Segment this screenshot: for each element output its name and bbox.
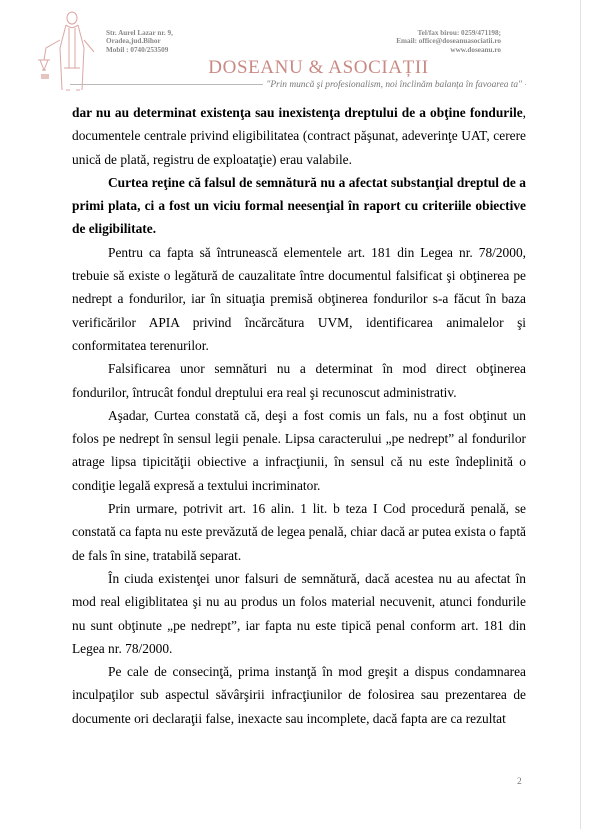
city-line: Oradea,jud.Bihor	[106, 37, 161, 46]
paragraph	[72, 241, 526, 357]
letterhead	[0, 0, 597, 100]
bold-lead: Curtea reţine că falsul de semnătură nu a afectat substanţial dreptul de a primi plata, ci a fost un viciu formal neesenţial în raport cu criteriile obiective de eligibilitate.	[72, 174, 526, 237]
paragraph	[72, 567, 526, 660]
phone-line: Tel/fax birou: 0259/471198;	[417, 29, 501, 37]
paragraph-text: Pe cale de consecinţă, prima instanţă în mod greşit a dispus condamnarea inculpaţilor sub aspectul săvârşirii infracţiunilor de folosirea sau prezentarea de documente ori declaraţii false, inexacte sau incomplete, dacă fapta are ca rezultat	[72, 664, 526, 726]
paragraph-text: Aşadar, Curtea constată că, deşi a fost comis un fals, nu a fost obţinut un folos pe nedrept în sensul legii penale. Lipsa caracterului „pe nedrept” al fondurilor atrage lipsa tipicităţii obiective a infracţiunii, în sensul că nu este îndeplinită o condiţie legală expresă a textului incriminator.	[72, 407, 526, 493]
paragraph-text: , documentele centrale privind eligibilitatea (contract păşunat, adeverinţe UAT, cerere unică de plată, registru de exploataţie) erau valabile.	[72, 105, 526, 167]
website-line: www.doseanu.ro	[450, 45, 501, 54]
paragraph-text: Pentru ca fapta să întrunească elementele art. 181 din Legea nr. 78/2000, trebuie să existe o legătură de cauzalitate între documentul falsificat şi obţinerea pe nedrept a fondurilor, iar în situaţia premisă obţinerea fondurilor s-a făcut în baza verificărilor APIA privind încărcătura UVM, identificarea animalelor şi conformitatea terenurilor.	[72, 244, 526, 353]
paragraph	[72, 357, 526, 404]
paragraph	[72, 404, 526, 497]
firm-motto: "Prin muncă şi profesionalism, noi înclinăm balanța în favoarea ta"	[263, 80, 525, 90]
bold-lead: dar nu au determinat existenţa sau inexistenţa dreptului de a obţine fondurile	[72, 105, 523, 120]
street-line: Str. Aurel Lazar nr. 9,	[106, 29, 173, 37]
paragraph-text: Prin urmare, potrivit art. 16 alin. 1 lit. b teza I Cod procedură penală, se constată ca fapta nu este prevăzută de legea penală, chiar dacă ar putea exista o faptă de fals în sine, tratabilă separat.	[72, 501, 526, 563]
paragraph	[72, 497, 526, 567]
mobile-line: Mobil : 0740/253509	[106, 45, 169, 54]
paragraph	[72, 101, 526, 171]
paragraph	[72, 171, 526, 241]
paragraph-text: Falsificarea unor semnături nu a determinat în mod direct obţinerea fondurilor, întrucât fondul dreptului era real şi recunoscut administrativ.	[72, 361, 526, 400]
lawyer-figure-logo	[36, 8, 102, 92]
document-body	[72, 101, 526, 730]
paragraph-text: În ciuda existenţei unor falsuri de semnătură, dacă acestea nu au afectat în mod real eligiblitatea şi nu au produs un folos material necuvenit, atunci fondurile nu sunt obţinute „pe nedrept”, iar fapta nu este tipică penal conform art. 181 din Legea nr. 78/2000.	[72, 570, 526, 656]
page-number: 2	[517, 777, 522, 787]
office-address	[106, 29, 173, 54]
paragraph	[72, 660, 526, 730]
email-line: Email: office@doseanuasociatii.ro	[396, 37, 501, 46]
contact-info	[396, 29, 501, 54]
page-edge	[580, 0, 581, 829]
firm-name: DOSEANU & ASOCIAȚII	[208, 57, 429, 78]
